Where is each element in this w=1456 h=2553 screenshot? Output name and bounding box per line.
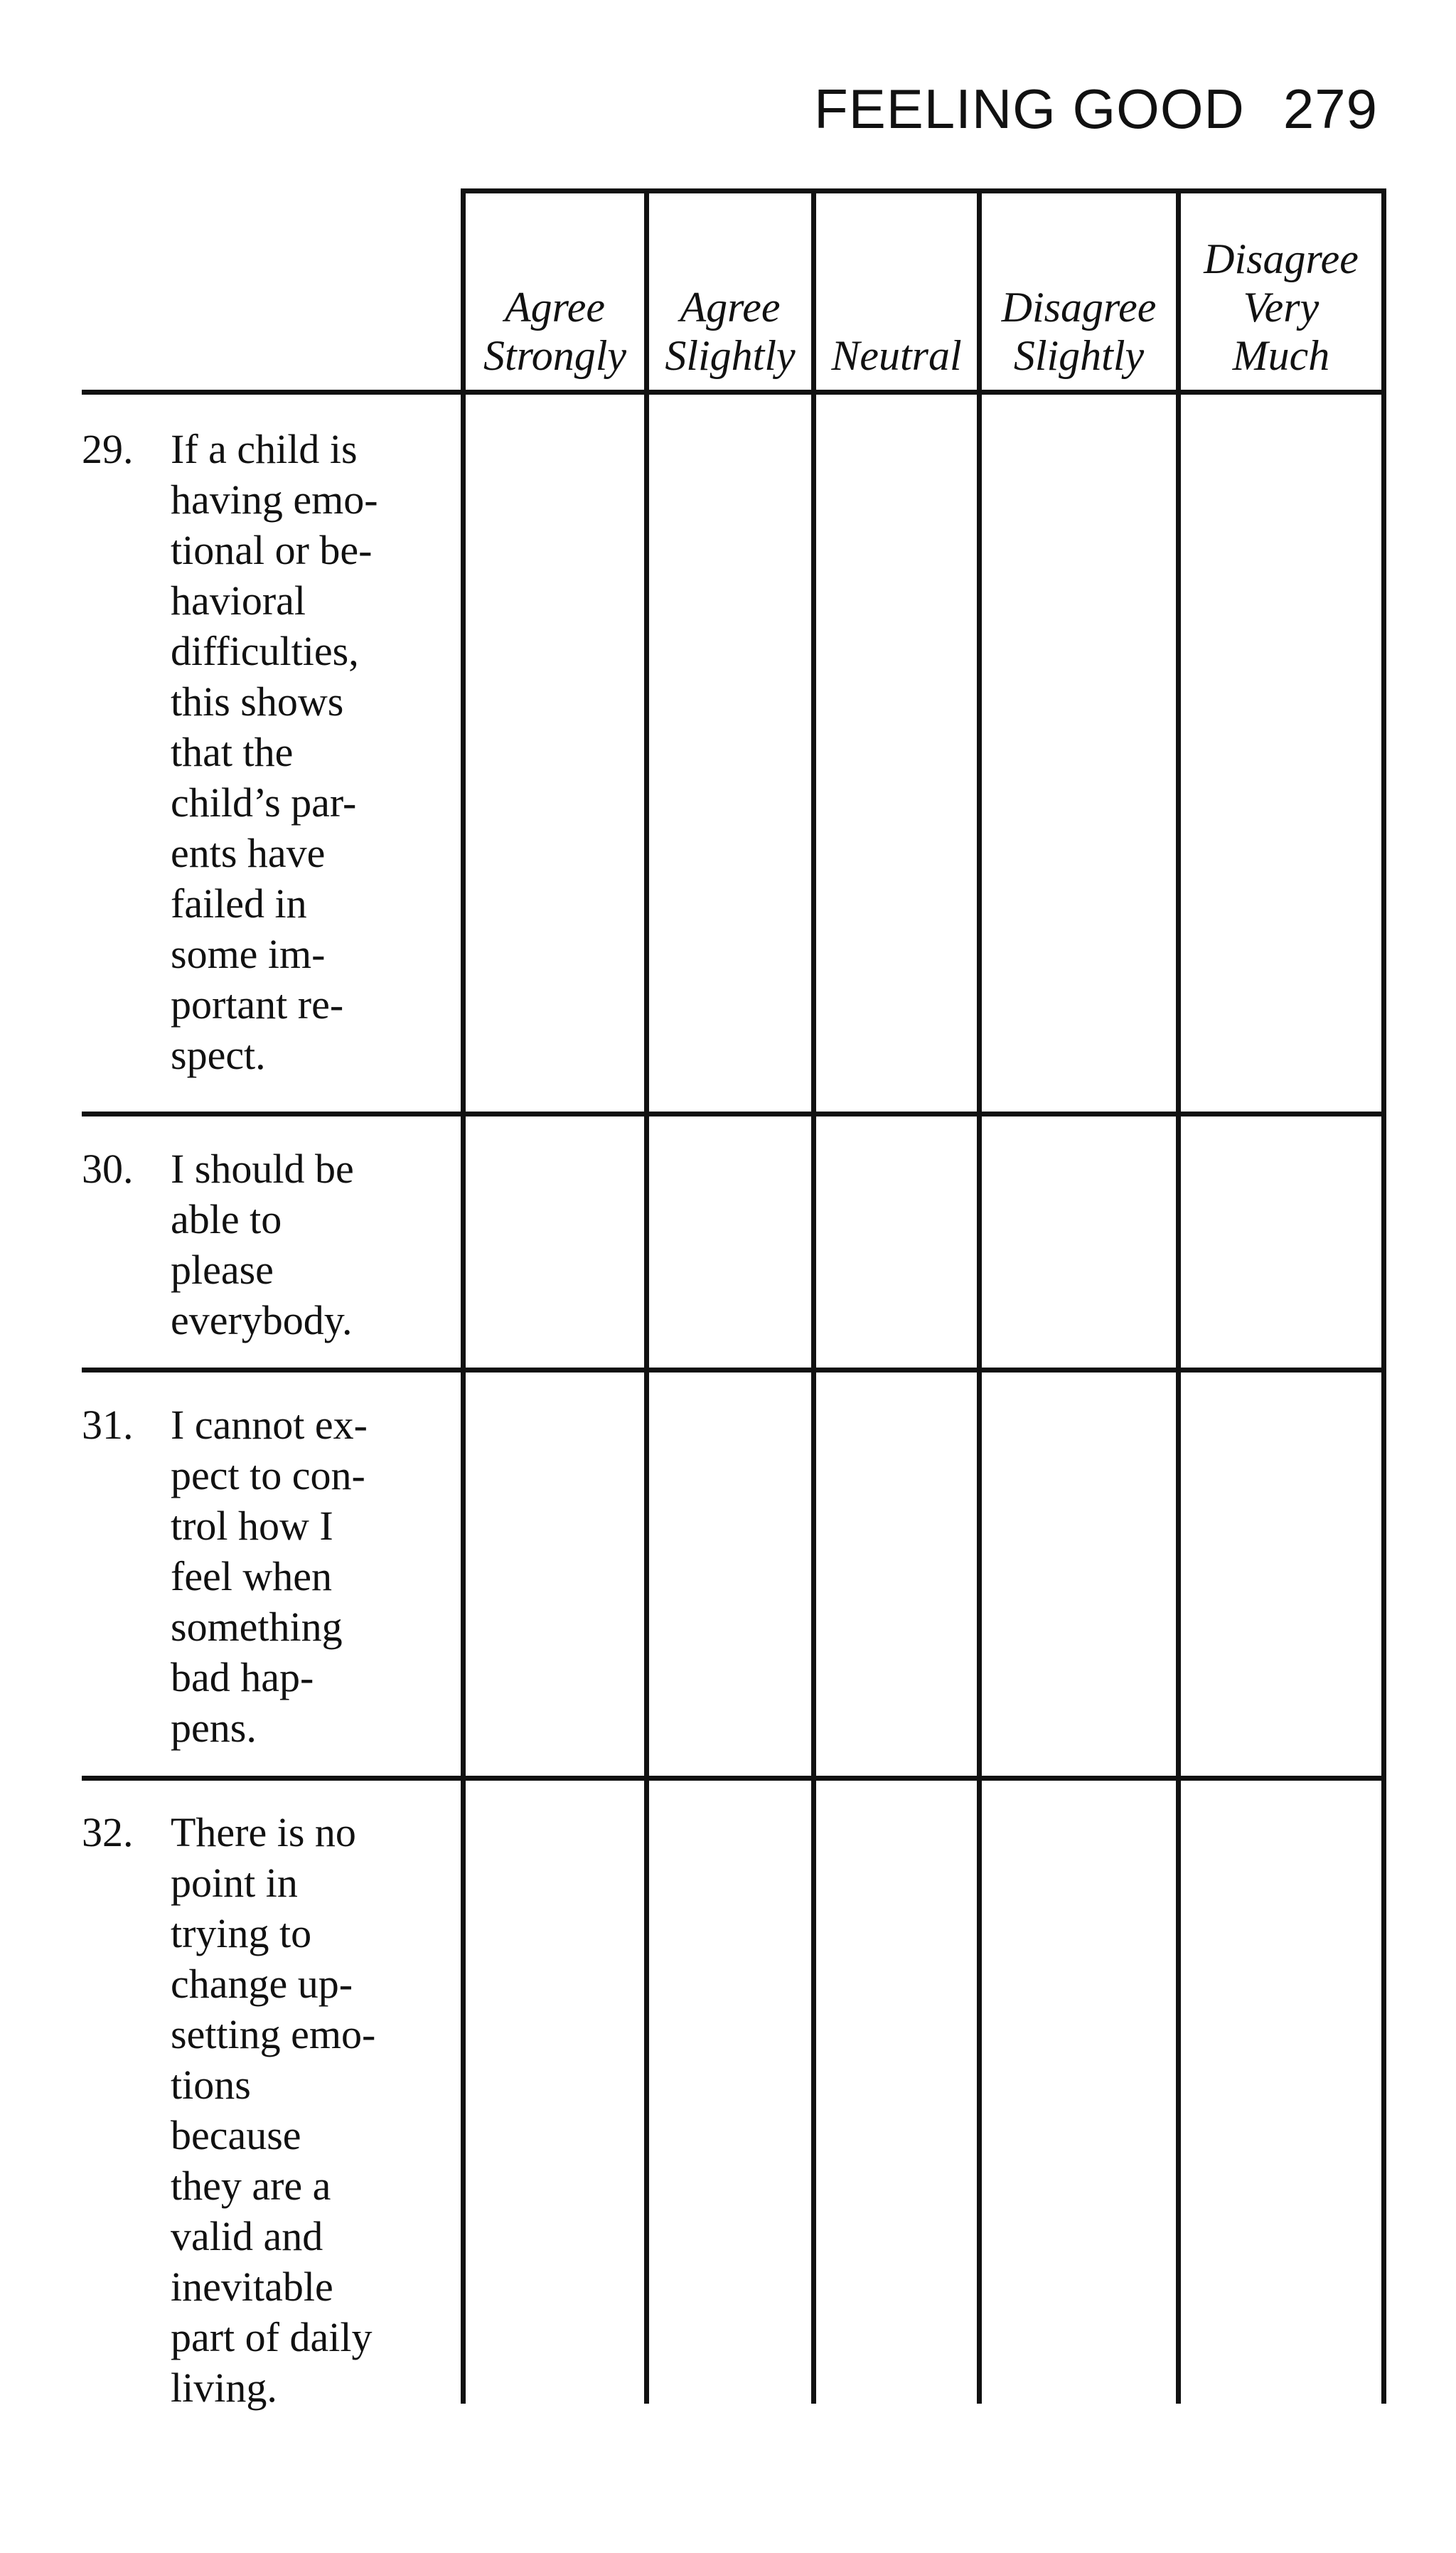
question-text: If a child is having emo- tional or be- havioral difficulties, this shows that the child’s par- ents have failed in some im- portant re- spect. xyxy=(171,426,378,1078)
column-divider xyxy=(461,188,466,2404)
question-text: There is no point in trying to change up- setting emo- tions because they are a valid and inevitable part of daily living. xyxy=(171,1809,376,2411)
column-divider xyxy=(977,188,982,2404)
question-item xyxy=(82,1144,451,1345)
column-header-agree-strongly: Agree Strongly xyxy=(483,284,627,379)
question-number: 32. xyxy=(82,1809,134,1855)
column-divider xyxy=(644,188,649,2404)
question-number: 30. xyxy=(82,1146,134,1192)
column-divider xyxy=(811,188,816,2404)
question-text: I should be able to please everybody. xyxy=(171,1146,354,1343)
row-rule xyxy=(82,1368,1386,1373)
running-head-title: FEELING GOOD xyxy=(814,78,1245,140)
column-header-neutral: Neutral xyxy=(831,332,962,379)
question-item xyxy=(82,424,451,1080)
column-divider xyxy=(1381,188,1386,2404)
column-divider xyxy=(1176,188,1181,2404)
page-number: 279 xyxy=(1283,78,1378,140)
question-item xyxy=(82,1807,451,2413)
column-header-agree-slightly: Agree Slightly xyxy=(665,284,796,379)
question-text: I cannot ex- pect to con- trol how I feel when something bad hap- pens. xyxy=(171,1402,368,1751)
header-rule xyxy=(82,390,1386,395)
column-header-disagree-very-much: Disagree Very Much xyxy=(1204,235,1359,379)
question-item xyxy=(82,1400,451,1753)
row-rule xyxy=(82,1112,1386,1116)
table-top-border xyxy=(461,188,1386,193)
question-number: 31. xyxy=(82,1402,134,1448)
column-header-disagree-slightly: Disagree Slightly xyxy=(1001,284,1157,379)
running-head xyxy=(814,77,1378,142)
row-rule xyxy=(82,1776,1386,1781)
question-number: 29. xyxy=(82,426,134,472)
